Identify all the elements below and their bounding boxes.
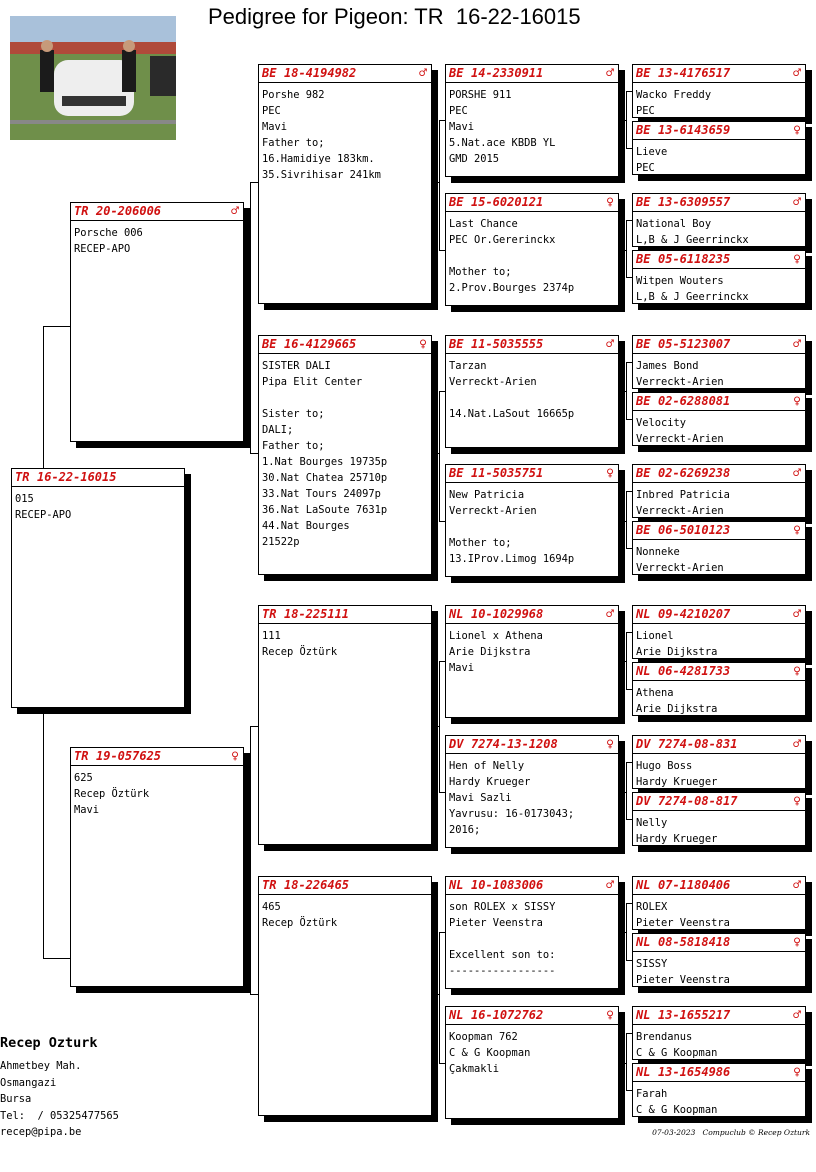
owner-photo xyxy=(10,16,176,140)
pedigree-connector-line xyxy=(250,453,258,454)
pigeon-details: Farah C & G Koopman xyxy=(636,1088,718,1116)
pedigree-connector-line xyxy=(43,958,70,959)
pedigree-connector-line xyxy=(250,994,258,995)
pigeon-ring-header xyxy=(446,736,618,754)
female-symbol-icon: ♀ xyxy=(793,252,801,267)
pigeon-card-g15 xyxy=(632,1006,806,1060)
pigeon-details: Witpen Wouters L,B & J Geerrinckx xyxy=(636,275,749,303)
pedigree-connector-line xyxy=(244,327,250,328)
pigeon-card-dds xyxy=(445,876,619,989)
pigeon-card-sds xyxy=(445,335,619,448)
pigeon-ring-header xyxy=(446,465,618,483)
ring-country: TR xyxy=(262,607,277,621)
pigeon-card-g14 xyxy=(632,933,806,987)
male-symbol-icon: ♂ xyxy=(419,66,427,81)
ring-country: BE xyxy=(636,466,651,480)
ring-number: 15-6020121 xyxy=(471,195,544,209)
male-symbol-icon: ♂ xyxy=(606,66,614,81)
male-symbol-icon: ♂ xyxy=(793,337,801,352)
pigeon-card-sd xyxy=(258,335,432,575)
ring-country: NL xyxy=(636,1065,651,1079)
ring-country: NL xyxy=(449,1008,464,1022)
owner-address1: Ahmetbey Mah. xyxy=(0,1060,82,1072)
pigeon-card-dss xyxy=(445,605,619,718)
female-symbol-icon: ♀ xyxy=(793,394,801,409)
female-symbol-icon: ♀ xyxy=(793,935,801,950)
pedigree-connector-line xyxy=(250,182,251,453)
owner-contact xyxy=(0,1058,119,1141)
male-symbol-icon: ♂ xyxy=(231,204,239,219)
male-symbol-icon: ♂ xyxy=(793,195,801,210)
pigeon-ring-header xyxy=(259,336,431,354)
pedigree-connector-line xyxy=(619,792,626,793)
pedigree-connector-line xyxy=(619,250,626,251)
pigeon-ring-header xyxy=(633,465,805,483)
ring-number: 16-4129665 xyxy=(284,337,357,351)
male-symbol-icon: ♂ xyxy=(606,607,614,622)
owner-city: Bursa xyxy=(0,1093,32,1105)
ring-country: NL xyxy=(636,878,651,892)
pedigree-connector-line xyxy=(626,491,627,548)
pedigree-connector-line xyxy=(626,91,627,148)
ring-number: 05-6118235 xyxy=(658,252,731,266)
pedigree-connector-line xyxy=(432,994,439,995)
pigeon-ring-header xyxy=(446,1007,618,1025)
pigeon-details: SISTER DALI Pipa Elit Center Sister to; DALI; Father to; 1.Nat Bourges 19735p 30.Nat Chatea 25710p 33.Nat Tours 24097p 36.Nat LaSoute 7631p 44.Nat Bourges 21522p xyxy=(262,360,388,548)
ring-country: BE xyxy=(449,337,464,351)
pedigree-connector-line xyxy=(626,762,627,819)
owner-email: recep@pipa.be xyxy=(0,1126,82,1138)
owner-address2: Osmangazi xyxy=(0,1076,57,1089)
ring-country: BE xyxy=(636,195,651,209)
page-title: Pedigree for Pigeon: TR 16-22-16015 xyxy=(208,4,581,29)
pigeon-card-g3 xyxy=(632,193,806,247)
pigeon-ring-header xyxy=(633,736,805,754)
ring-number: 10-1083006 xyxy=(471,878,544,892)
pedigree-connector-line xyxy=(619,120,626,121)
female-symbol-icon: ♀ xyxy=(793,523,801,538)
pedigree-connector-line xyxy=(619,932,626,933)
female-symbol-icon: ♀ xyxy=(231,749,239,764)
female-symbol-icon: ♀ xyxy=(793,664,801,679)
ring-number: 07-1180406 xyxy=(658,878,731,892)
pigeon-ring-header xyxy=(633,934,805,952)
pedigree-connector-line xyxy=(432,453,439,454)
male-symbol-icon: ♂ xyxy=(606,878,614,893)
pigeon-ring-header xyxy=(71,203,243,221)
ring-number: 05-5123007 xyxy=(658,337,731,351)
ring-country: NL xyxy=(636,664,651,678)
ring-number: 7274-08-831 xyxy=(658,737,738,751)
pedigree-connector-line xyxy=(432,182,439,183)
pigeon-ring-header xyxy=(633,793,805,811)
pigeon-ring-header xyxy=(259,877,431,895)
pigeon-ring-header xyxy=(633,393,805,411)
ring-number: 13-1654986 xyxy=(658,1065,731,1079)
ring-number: 7274-08-817 xyxy=(658,794,738,808)
ring-country: BE xyxy=(262,337,277,351)
ring-number: 18-4194982 xyxy=(284,66,357,80)
ring-country: BE xyxy=(636,252,651,266)
pigeon-ring-header xyxy=(633,877,805,895)
pigeon-ring-header xyxy=(446,194,618,212)
pigeon-card-dd xyxy=(258,876,432,1116)
ring-number: 13-4176517 xyxy=(658,66,731,80)
photo-image xyxy=(10,16,176,140)
female-symbol-icon: ♀ xyxy=(606,737,614,752)
pigeon-ring-header xyxy=(633,663,805,681)
ring-country: DV xyxy=(636,737,651,751)
pedigree-connector-line xyxy=(626,632,627,689)
ring-country: BE xyxy=(636,123,651,137)
pigeon-card-s xyxy=(70,202,244,442)
pigeon-card-subject xyxy=(11,468,185,708)
pigeon-details: Wacko Freddy PEC xyxy=(636,89,712,117)
ring-number: 11-5035751 xyxy=(471,466,544,480)
pigeon-details: Inbred Patricia Verreckt-Arien xyxy=(636,489,730,517)
male-symbol-icon: ♂ xyxy=(606,337,614,352)
pigeon-ring-header xyxy=(71,748,243,766)
pedigree-connector-line xyxy=(250,182,258,183)
ring-country: BE xyxy=(449,466,464,480)
pedigree-connector-line xyxy=(250,726,258,727)
pigeon-details: Porshe 982 PEC Mavi Father to; 16.Hamidiye 183km. 35.Sivrihisar 241km xyxy=(262,89,381,181)
pigeon-ring-header xyxy=(446,65,618,83)
pigeon-card-dsd xyxy=(445,735,619,848)
female-symbol-icon: ♀ xyxy=(419,337,427,352)
ring-country: NL xyxy=(636,607,651,621)
ring-country: BE xyxy=(636,337,651,351)
pigeon-card-g5 xyxy=(632,335,806,389)
ring-country: TR xyxy=(15,470,30,484)
pigeon-ring-header xyxy=(633,1007,805,1025)
pigeon-card-g7 xyxy=(632,464,806,518)
pigeon-card-ddd xyxy=(445,1006,619,1119)
ring-number: 20-206006 xyxy=(96,204,162,218)
pigeon-details: Lionel x Athena Arie Dijkstra Mavi xyxy=(449,630,543,674)
pigeon-details: James Bond Verreckt-Arien xyxy=(636,360,724,388)
pigeon-ring-header xyxy=(633,122,805,140)
pigeon-card-g6 xyxy=(632,392,806,446)
ring-number: 16-1072762 xyxy=(471,1008,544,1022)
pedigree-connector-line xyxy=(439,932,440,1063)
ring-country: TR xyxy=(262,878,277,892)
pigeon-card-g2 xyxy=(632,121,806,175)
ring-number: 13-6309557 xyxy=(658,195,731,209)
ring-number: 13-6143659 xyxy=(658,123,731,137)
ring-country: BE xyxy=(449,195,464,209)
ring-number: 06-4281733 xyxy=(658,664,731,678)
pigeon-ring-header xyxy=(633,194,805,212)
ring-country: TR xyxy=(74,204,89,218)
pigeon-card-sdd xyxy=(445,464,619,577)
pigeon-details: Last Chance PEC Or.Gererinckx Mother to; 2.Prov.Bourges 2374p xyxy=(449,218,575,294)
pedigree-connector-line xyxy=(626,1033,627,1090)
footer-date: 07-03-2023 xyxy=(652,1128,696,1137)
ring-number: 11-5035555 xyxy=(471,337,544,351)
pedigree-connector-line xyxy=(619,1063,626,1064)
ring-country: NL xyxy=(636,935,651,949)
ring-country: NL xyxy=(449,878,464,892)
ring-country: BE xyxy=(262,66,277,80)
ring-country: DV xyxy=(636,794,651,808)
ring-number: 02-6269238 xyxy=(658,466,731,480)
pigeon-card-g16 xyxy=(632,1063,806,1117)
female-symbol-icon: ♀ xyxy=(606,195,614,210)
female-symbol-icon: ♀ xyxy=(606,466,614,481)
pigeon-details: PORSHE 911 PEC Mavi 5.Nat.ace KBDB YL GMD 2015 xyxy=(449,89,556,165)
pedigree-connector-line xyxy=(43,708,44,958)
footer-copyright: Compuclub © Recep Ozturk xyxy=(702,1128,810,1137)
pigeon-card-g8 xyxy=(632,521,806,575)
pigeon-details: Lionel Arie Dijkstra xyxy=(636,630,718,658)
female-symbol-icon: ♀ xyxy=(606,1008,614,1023)
pedigree-connector-line xyxy=(626,903,627,960)
female-symbol-icon: ♀ xyxy=(793,794,801,809)
male-symbol-icon: ♂ xyxy=(793,737,801,752)
pigeon-card-g4 xyxy=(632,250,806,304)
ring-number: 08-5818418 xyxy=(658,935,731,949)
pigeon-details: Velocity Verreckt-Arien xyxy=(636,417,724,445)
ring-number: 13-1655217 xyxy=(658,1008,731,1022)
pigeon-details: Athena Arie Dijkstra xyxy=(636,687,718,715)
pigeon-ring-header xyxy=(259,606,431,624)
pedigree-connector-line xyxy=(619,391,626,392)
pigeon-ring-header xyxy=(633,606,805,624)
ring-number: 14-2330911 xyxy=(471,66,544,80)
pigeon-card-g10 xyxy=(632,662,806,716)
pigeon-ring-header xyxy=(633,1064,805,1082)
pigeon-details: Lieve PEC xyxy=(636,146,668,174)
pigeon-details: Hen of Nelly Hardy Krueger Mavi Sazli Yavrusu: 16-0173043; 2016; xyxy=(449,760,575,836)
pigeon-details: SISSY Pieter Veenstra xyxy=(636,958,730,986)
pigeon-details: National Boy L,B & J Geerrinckx xyxy=(636,218,749,246)
ring-country: NL xyxy=(449,607,464,621)
male-symbol-icon: ♂ xyxy=(793,1008,801,1023)
pigeon-ring-header xyxy=(633,65,805,83)
female-symbol-icon: ♀ xyxy=(793,1065,801,1080)
pigeon-ring-header xyxy=(633,251,805,269)
ring-country: BE xyxy=(636,66,651,80)
footer-credit xyxy=(652,1128,810,1137)
pigeon-details: Porsche 006 RECEP-APO xyxy=(74,227,143,255)
pedigree-connector-line xyxy=(619,521,626,522)
ring-number: 10-1029968 xyxy=(471,607,544,621)
male-symbol-icon: ♂ xyxy=(793,878,801,893)
pigeon-details: 015 RECEP-APO xyxy=(15,493,72,521)
pigeon-details: 625 Recep Öztürk Mavi xyxy=(74,772,150,816)
ring-country: BE xyxy=(449,66,464,80)
pigeon-details: Koopman 762 C & G Koopman Çakmakli xyxy=(449,1031,531,1075)
pigeon-card-g11 xyxy=(632,735,806,789)
pigeon-details: Nonneke Verreckt-Arien xyxy=(636,546,724,574)
pigeon-card-d xyxy=(70,747,244,987)
pigeon-card-g12 xyxy=(632,792,806,846)
pigeon-ring-header xyxy=(446,336,618,354)
ring-number: 7274-13-1208 xyxy=(471,737,558,751)
pigeon-ring-header xyxy=(446,877,618,895)
pedigree-connector-line xyxy=(244,867,250,868)
male-symbol-icon: ♂ xyxy=(793,466,801,481)
pigeon-ring-header xyxy=(633,336,805,354)
ring-country: BE xyxy=(636,394,651,408)
pigeon-details: 465 Recep Öztürk xyxy=(262,901,338,929)
ring-country: DV xyxy=(449,737,464,751)
pigeon-card-sss xyxy=(445,64,619,177)
pedigree-connector-line xyxy=(439,391,440,521)
owner-name: Recep Ozturk xyxy=(0,1035,98,1051)
pigeon-details: Hugo Boss Hardy Krueger xyxy=(636,760,718,788)
pedigree-connector-line xyxy=(439,120,440,250)
ring-number: 02-6288081 xyxy=(658,394,731,408)
ring-number: 19-057625 xyxy=(96,749,162,763)
pedigree-connector-line xyxy=(439,661,440,792)
ring-number: 06-5010123 xyxy=(658,523,731,537)
pigeon-card-g13 xyxy=(632,876,806,930)
pigeon-card-g1 xyxy=(632,64,806,118)
pigeon-card-ssd xyxy=(445,193,619,306)
pedigree-connector-line xyxy=(43,326,70,327)
pigeon-details: son ROLEX x SISSY Pieter Veenstra Excellent son to: ----------------- xyxy=(449,901,556,977)
pigeon-ring-header xyxy=(259,65,431,83)
pigeon-card-ss xyxy=(258,64,432,304)
pedigree-connector-line xyxy=(626,220,627,277)
male-symbol-icon: ♂ xyxy=(793,66,801,81)
pigeon-ring-header xyxy=(12,469,184,487)
ring-number: 18-226465 xyxy=(284,878,350,892)
pigeon-ring-header xyxy=(446,606,618,624)
male-symbol-icon: ♂ xyxy=(793,607,801,622)
pigeon-details: Tarzan Verreckt-Arien 14.Nat.LaSout 16665p xyxy=(449,360,575,420)
ring-country: BE xyxy=(636,523,651,537)
pedigree-connector-line xyxy=(626,362,627,419)
pedigree-connector-line xyxy=(250,726,251,994)
pedigree-connector-line xyxy=(619,661,626,662)
pedigree-connector-line xyxy=(43,326,44,468)
female-symbol-icon: ♀ xyxy=(793,123,801,138)
pigeon-details: ROLEX Pieter Veenstra xyxy=(636,901,730,929)
ring-country: TR xyxy=(74,749,89,763)
pigeon-details: Brendanus C & G Koopman xyxy=(636,1031,718,1059)
pigeon-card-g9 xyxy=(632,605,806,659)
owner-tel: Tel: / 05325477565 xyxy=(0,1109,119,1122)
pigeon-details: 111 Recep Öztürk xyxy=(262,630,338,658)
pigeon-details: Nelly Hardy Krueger xyxy=(636,817,718,845)
pedigree-connector-line xyxy=(432,726,439,727)
pigeon-card-ds xyxy=(258,605,432,845)
ring-number: 09-4210207 xyxy=(658,607,731,621)
pigeon-ring-header xyxy=(633,522,805,540)
ring-country: NL xyxy=(636,1008,651,1022)
ring-number: 18-225111 xyxy=(284,607,350,621)
pigeon-details: New Patricia Verreckt-Arien Mother to; 13.IProv.Limog 1694p xyxy=(449,489,575,565)
ring-number: 16-22-16015 xyxy=(37,470,117,484)
